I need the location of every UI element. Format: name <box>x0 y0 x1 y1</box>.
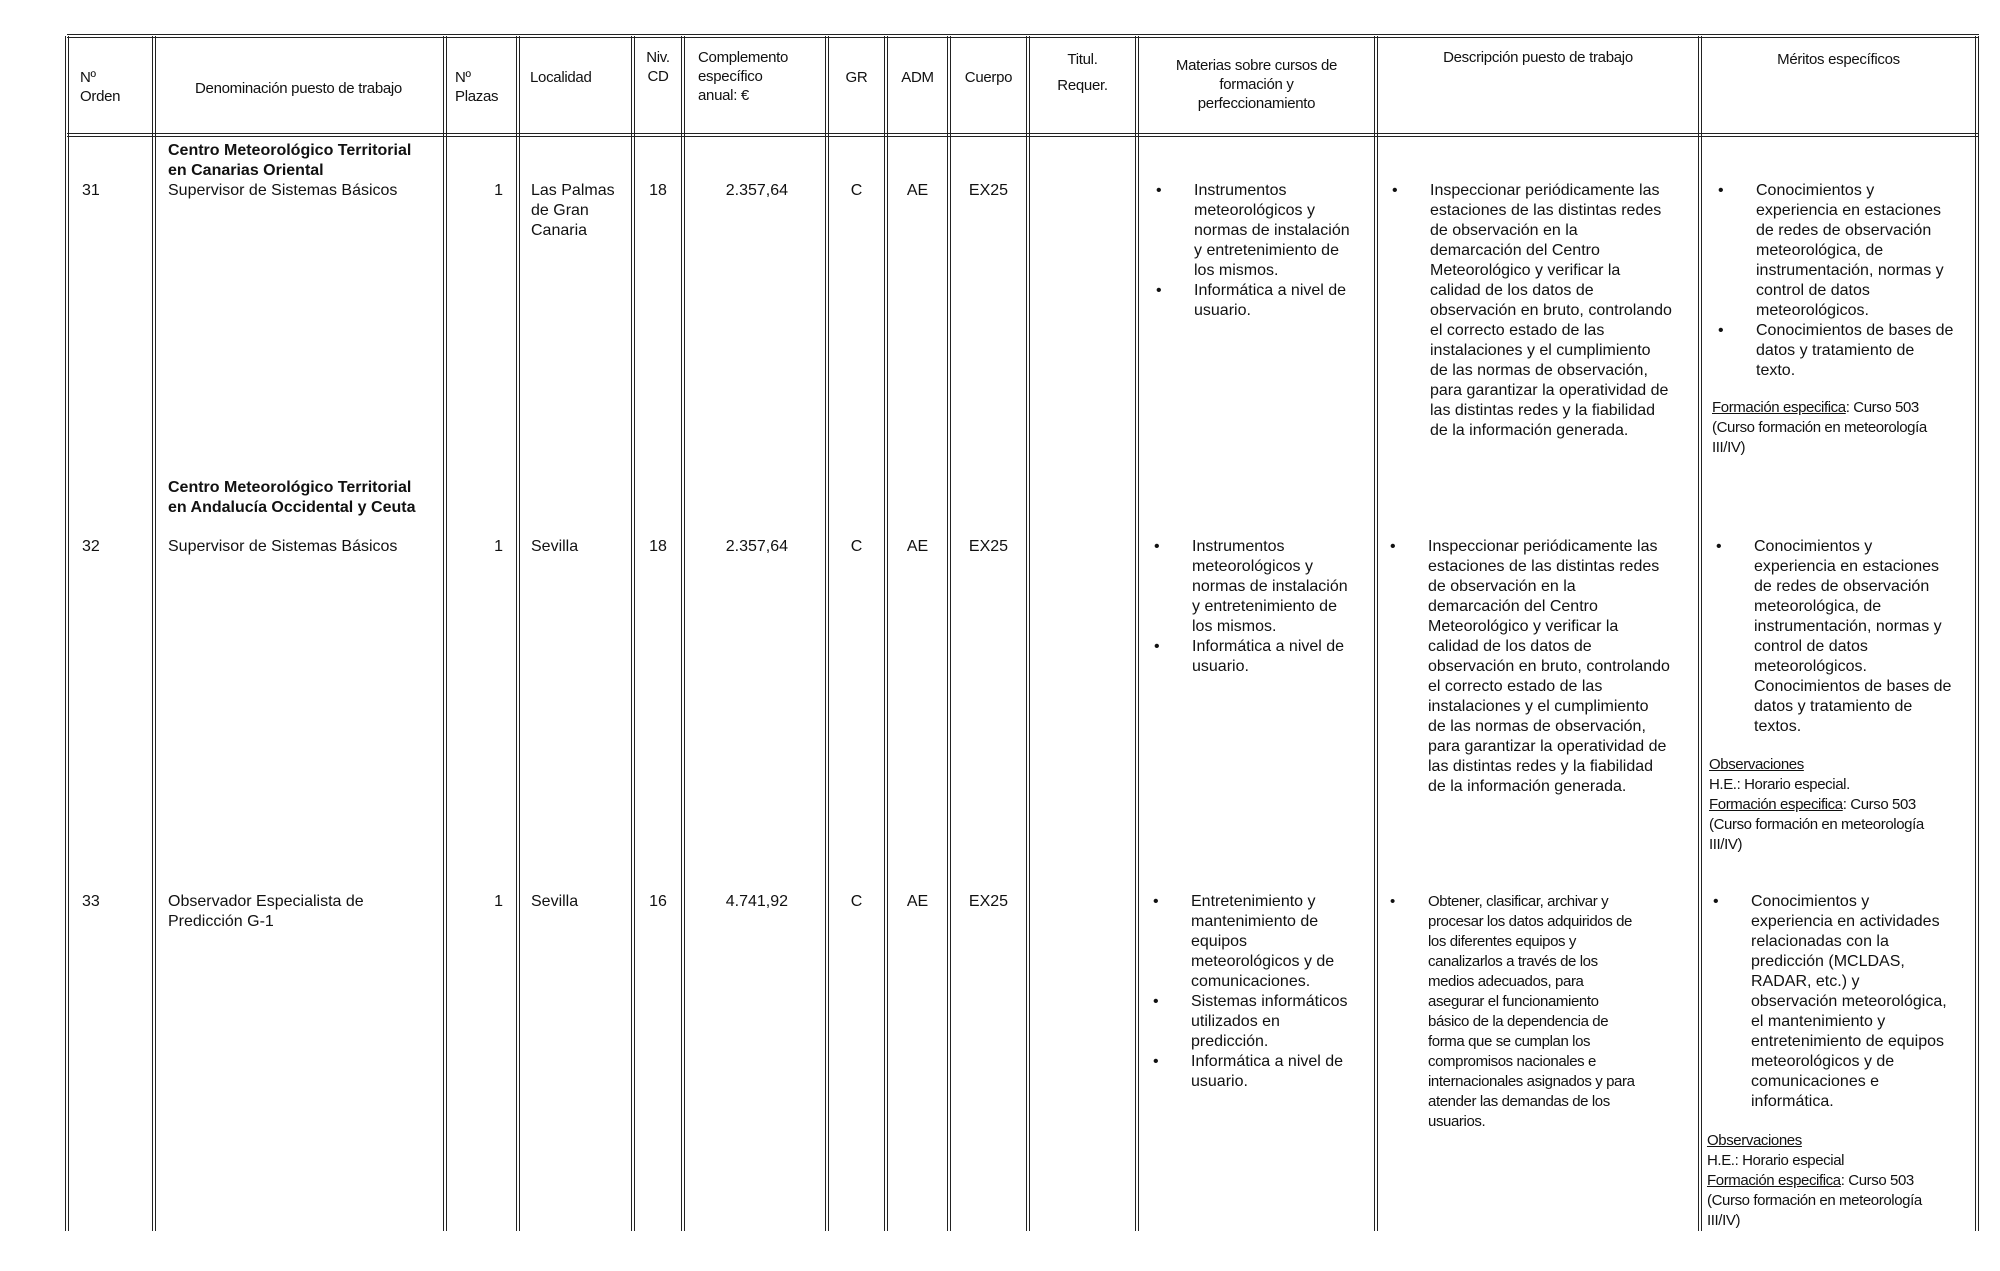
list-item: • Inspeccionar periódicamente las estaciones de las distintas redes de observación en la demarcación del Centro Meteorológico y verificar la calidad de los datos de observación en bruto, controlando el correcto estado de las instalaciones y el cumplimiento de las normas de observación, para garantizar la operatividad de las distintas redes y la fiabilidad de la información generada. <box>1428 537 1670 797</box>
cell-nivel: 18 <box>649 538 667 555</box>
column-divider <box>1026 36 1030 1231</box>
cell-meritos <box>1756 181 1953 381</box>
section-heading: Centro Meteorológico Territorial en Canarias Oriental <box>168 142 412 179</box>
formacion-label: Formación especifica <box>1712 399 1846 416</box>
formacion-note <box>1712 398 1974 458</box>
header-orden: Nº Orden <box>80 69 121 105</box>
column-divider <box>681 36 685 1231</box>
cell-localidad: Sevilla <box>531 538 579 555</box>
cell-descripcion <box>1428 892 1635 1132</box>
formacion-label: Formación especifica <box>1707 1172 1841 1189</box>
list-item: • Informática a nivel de usuario. <box>1191 1052 1348 1092</box>
cell-gr: C <box>850 538 863 555</box>
formacion-text: : Curso 503 (Curso formación en meteorología III/IV) <box>1709 796 1924 853</box>
cell-complemento: 4.741,92 <box>725 893 788 910</box>
cell-adm: AE <box>906 538 929 555</box>
observaciones-label: Observaciones <box>1709 756 1804 773</box>
formacion-label: Formación especifica <box>1709 796 1843 813</box>
cell-denominacion: Supervisor de Sistemas Básicos <box>168 538 398 555</box>
column-divider <box>1135 36 1139 1231</box>
cell-complemento: 2.357,64 <box>725 538 788 555</box>
cell-nivel: 18 <box>649 182 667 199</box>
header-meritos: Méritos específicos <box>1777 51 1900 68</box>
cell-meritos <box>1754 537 1951 737</box>
header-titul: Titul. Requer. <box>1057 51 1108 94</box>
observaciones-note <box>1707 1131 1973 1231</box>
header-descripcion: Descripción puesto de trabajo <box>1443 49 1633 66</box>
list-item: • Informática a nivel de usuario. <box>1194 281 1350 321</box>
cell-adm: AE <box>906 893 929 910</box>
cell-denominacion: Supervisor de Sistemas Básicos <box>168 182 398 199</box>
cell-cuerpo: EX25 <box>968 182 1009 199</box>
cell-adm: AE <box>906 182 929 199</box>
column-divider <box>825 36 829 1231</box>
cell-materias <box>1192 537 1348 677</box>
observaciones-label: Observaciones <box>1707 1132 1802 1149</box>
cell-localidad: Las Palmas de Gran Canaria <box>531 182 615 239</box>
cell-orden: 31 <box>82 182 100 199</box>
list-item: • Informática a nivel de usuario. <box>1192 637 1348 677</box>
cell-plazas: 1 <box>494 538 503 555</box>
observaciones-text: H.E.: Horario especial <box>1707 1152 1845 1169</box>
column-divider <box>443 36 447 1231</box>
column-divider <box>947 36 951 1231</box>
list-item: • Entretenimiento y mantenimiento de equipos meteorológicos y de comunicaciones. <box>1191 892 1348 992</box>
cell-orden: 33 <box>82 893 100 910</box>
cell-gr: C <box>850 893 863 910</box>
header-gr: GR <box>845 69 868 86</box>
cell-materias <box>1191 892 1348 1092</box>
list-item: • Obtener, clasificar, archivar y procesar los datos adquiridos de los diferentes equipos y canalizarlos a través de los medios adecuados, para asegurar el funcionamiento básico de la dependencia de forma que se cumplan los compromisos nacionales e internacionales asignados y para atender las demandas de los usuarios. <box>1428 892 1635 1132</box>
column-divider <box>884 36 888 1231</box>
list-item: • Sistemas informáticos utilizados en predicción. <box>1191 992 1348 1052</box>
header-denominacion: Denominación puesto de trabajo <box>195 80 402 97</box>
section-heading: Centro Meteorológico Territorial en Andalucía Occidental y Ceuta <box>168 479 416 516</box>
column-divider <box>152 36 156 1231</box>
column-divider <box>631 36 635 1231</box>
cell-complemento: 2.357,64 <box>725 182 788 199</box>
cell-cuerpo: EX25 <box>968 893 1009 910</box>
column-divider <box>516 36 520 1231</box>
cell-localidad: Sevilla <box>531 893 579 910</box>
cell-denominacion: Observador Especialista de Predicción G-1 <box>168 893 364 930</box>
cell-descripcion <box>1428 537 1670 797</box>
formacion-text: : Curso 503 (Curso formación en meteorología III/IV) <box>1712 399 1927 456</box>
list-item: • Conocimientos y experiencia en estaciones de redes de observación meteorológica, de instrumentación, normas y control de datos meteorológicos. <box>1756 181 1953 321</box>
cell-plazas: 1 <box>494 182 503 199</box>
header-localidad: Localidad <box>530 69 592 86</box>
list-item: • Inspeccionar periódicamente las estaciones de las distintas redes de observación en la demarcación del Centro Meteorológico y verificar la calidad de los datos de observación en bruto, controlando el correcto estado de las instalaciones y el cumplimiento de las normas de observación, para garantizar la operatividad de las distintas redes y la fiabilidad de la información generada. <box>1430 181 1672 441</box>
table-top-border <box>67 34 1979 38</box>
list-item: • Instrumentos meteorológicos y normas de instalación y entretenimiento de los mismos. <box>1194 181 1350 281</box>
column-divider <box>65 36 69 1231</box>
header-materias: Materias sobre cursos de formación y perfeccionamiento <box>1175 57 1338 112</box>
formacion-text: : Curso 503 (Curso formación en meteorología III/IV) <box>1707 1172 1922 1229</box>
list-item: • Conocimientos y experiencia en estaciones de redes de observación meteorológica, de instrumentación, normas y control de datos meteorológicos. Conocimientos de bases de datos y tratamiento de textos. <box>1754 537 1951 737</box>
header-bottom-border <box>67 133 1979 137</box>
list-item: • Conocimientos y experiencia en actividades relacionadas con la predicción (MCLDAS, RADAR, etc.) y observación meteorológica, el mantenimiento y entretenimiento de equipos meteorológicos y de comunicaciones e informática. <box>1751 892 1947 1112</box>
observaciones-note <box>1709 755 1973 855</box>
column-divider <box>1698 36 1702 1231</box>
cell-materias <box>1194 181 1350 321</box>
cell-plazas: 1 <box>494 893 503 910</box>
header-cuerpo: Cuerpo <box>964 69 1013 86</box>
header-adm: ADM <box>901 69 934 86</box>
column-divider <box>1374 36 1378 1231</box>
header-plazas: Nº Plazas <box>455 69 499 105</box>
cell-cuerpo: EX25 <box>968 538 1009 555</box>
list-item: • Conocimientos de bases de datos y tratamiento de texto. <box>1756 321 1953 381</box>
column-divider <box>1975 36 1979 1231</box>
cell-orden: 32 <box>82 538 100 555</box>
cell-meritos <box>1751 892 1947 1112</box>
cell-gr: C <box>850 182 863 199</box>
cell-nivel: 16 <box>649 893 667 910</box>
header-nivel: Niv. CD <box>646 49 670 85</box>
observaciones-text: H.E.: Horario especial. <box>1709 776 1850 793</box>
cell-descripcion <box>1430 181 1672 441</box>
header-complemento: Complemento específico anual: € <box>698 49 789 104</box>
list-item: • Instrumentos meteorológicos y normas de instalación y entretenimiento de los mismos. <box>1192 537 1348 637</box>
